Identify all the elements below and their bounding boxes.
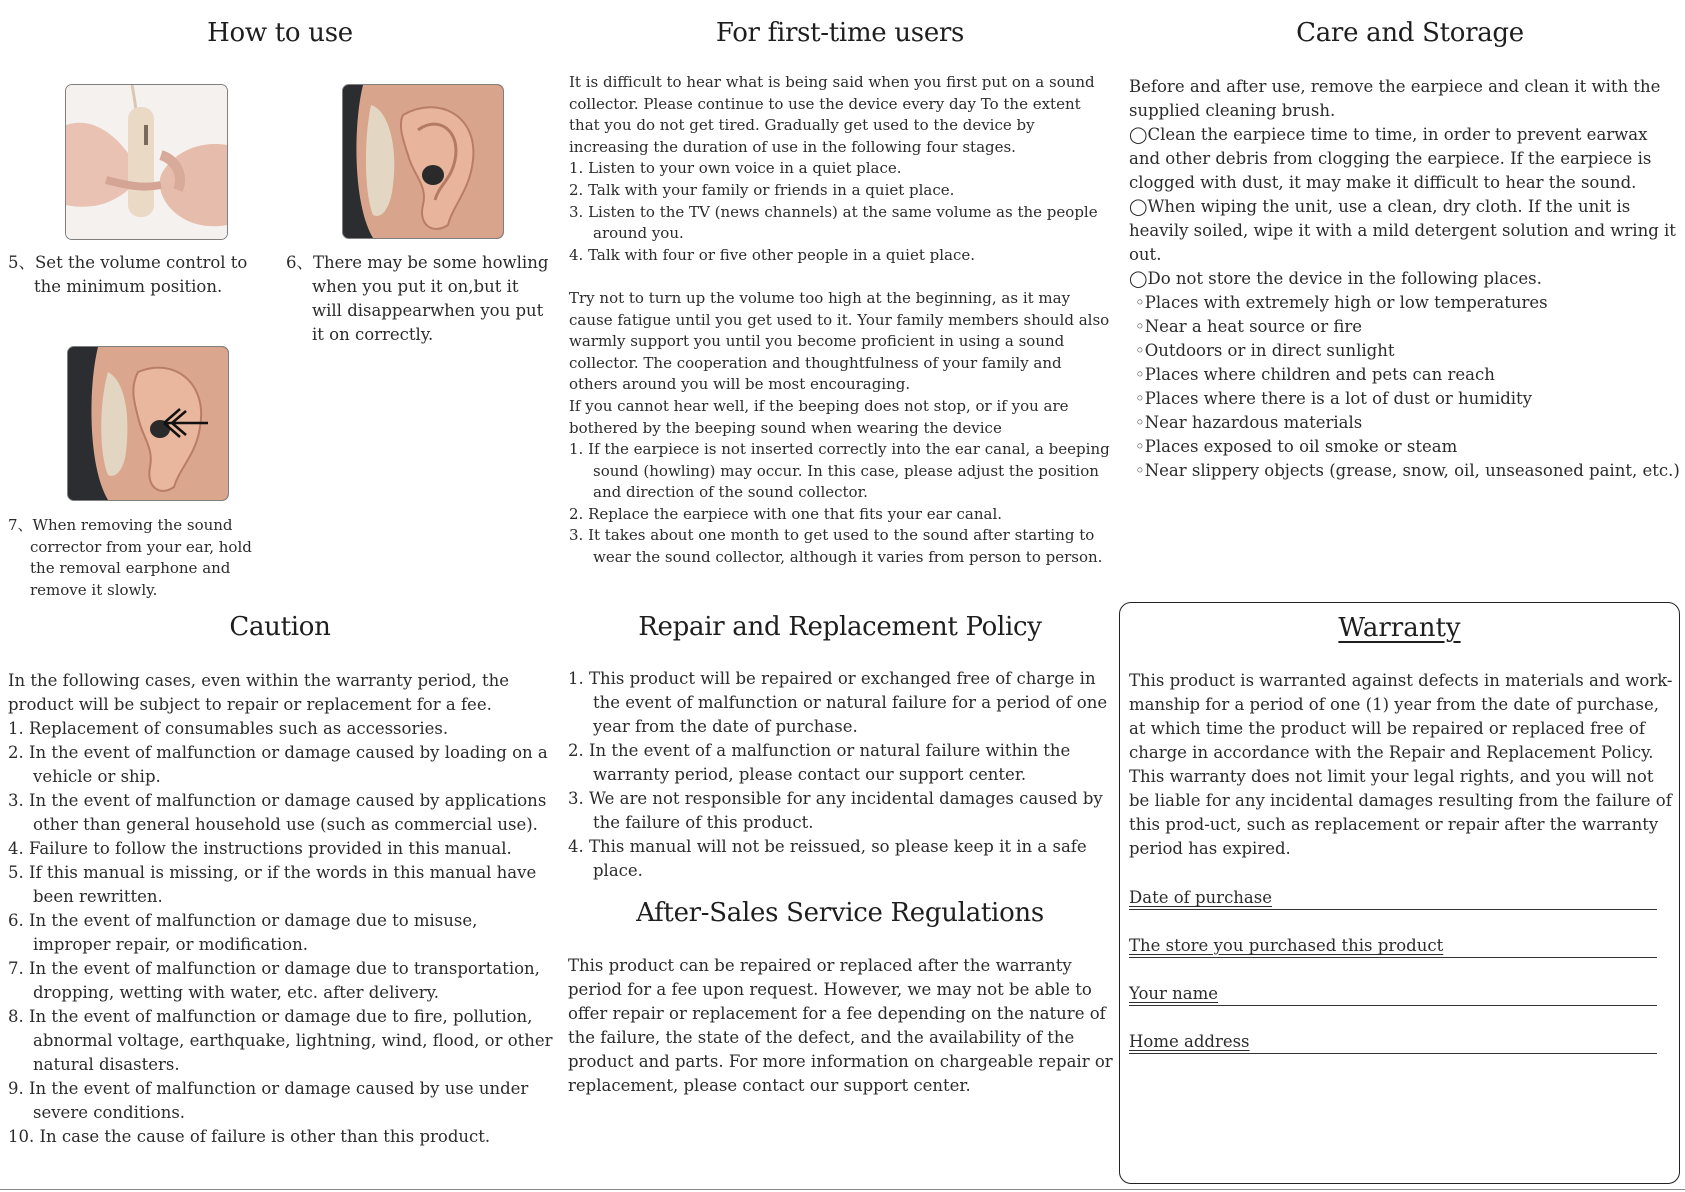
caution-intro: In the following cases, even within the warranty period, the product will be subject to repair or replacement for a fee. (8, 671, 509, 714)
caution-list (8, 717, 556, 1149)
list-item: ◦Near hazardous materials (1135, 413, 1363, 432)
list-item: ◦Places exposed to oil smoke or steam (1135, 437, 1458, 456)
warranty-card (1119, 602, 1680, 1184)
care-intro: Before and after use, remove the earpiece and clean it with the supplied cleaning brush. (1129, 77, 1661, 120)
list-item: ◦Near a heat source or fire (1135, 317, 1362, 336)
list-item: 7. In the event of malfunction or damage due to transportation, dropping, wetting with water, etc. after delivery. (8, 959, 540, 1002)
hand-adjusting-device-image (66, 85, 227, 239)
care-clean-earpiece: ◯Clean the earpiece time to time, in order to prevent earwax and other debris from clogging the earpiece. If the earpiece is clogged with dust, it may make it difficult to hear the sound. (1129, 125, 1652, 192)
first-time-users-title: For first-time users (715, 18, 965, 48)
list-item: 8. In the event of malfunction or damage due to fire, pollution, abnormal voltage, earthquake, lightning, wind, flood, or other natural disasters. (8, 1007, 553, 1074)
list-item: 10. In case the cause of failure is other than this product. (8, 1127, 491, 1146)
list-item: 1. Listen to your own voice in a quiet place. (569, 159, 902, 178)
care-wipe-unit: ◯When wiping the unit, use a clean, dry cloth. If the unit is heavily soiled, wipe it with a mild detergent solution and wring it out. (1129, 197, 1676, 264)
photo-remove-device (67, 346, 229, 501)
step-7-text: When removing the sound corrector from your ear, hold the removal earphone and remove it slowly. (30, 516, 252, 599)
list-item: ◦Outdoors or in direct sunlight (1135, 341, 1395, 360)
caption-step-7 (8, 515, 278, 601)
caution-title: Caution (229, 612, 331, 642)
step-6-number: 6、 (286, 253, 313, 272)
list-item: ◦Places where children and pets can reach (1135, 365, 1495, 384)
ear-with-device-image (343, 85, 503, 238)
repair-policy-list (568, 667, 1113, 883)
care-storage-warning: ◯Do not store the device in the following places. (1129, 269, 1542, 288)
list-item: 9. In the event of malfunction or damage caused by use under severe conditions. (8, 1079, 529, 1122)
list-item: 4. Talk with four or five other people in a quiet place. (569, 245, 976, 264)
first-time-users-body (569, 72, 1114, 569)
list-item: 2. In the event of malfunction or damage caused by loading on a vehicle or ship. (8, 743, 548, 786)
warranty-body: This product is warranted against defects in materials and work-manship for a period of one (1) year from the date of purchase, at which time the product will be repaired or replaced free of charge in accordance with the Repair and Replacement Policy. This warranty does not limit your legal rights, and you will not be liable for any incidental damages resulting from the failure of this prod-uct, such as replacement or repair after the warranty period has expired. (1129, 671, 1673, 858)
warranty-title: Warranty (1338, 613, 1461, 643)
bottom-rule (0, 1189, 1685, 1190)
your-name-field[interactable]: Your name (1129, 983, 1657, 1006)
list-item: 6. In the event of malfunction or damage due to misuse, improper repair, or modification. (8, 911, 478, 954)
volume-advice: Try not to turn up the volume too high at the beginning, as it may cause fatigue until you get used to it. Your family members should also warmly support you until you become proficient in using a sound collector. The cooperation and thoughtfulness of your family and others around you will be most encouraging. (569, 288, 1110, 394)
caption-step-5 (8, 251, 258, 299)
care-storage-body (1129, 75, 1681, 483)
list-item: ◦Near slippery objects (grease, snow, oil, unseasoned paint, etc.) (1135, 461, 1680, 480)
after-sales-text: This product can be repaired or replaced after the warranty period for a fee upon request. However, we may not be able to offer repair or replacement for a fee depending on the nature of the failure, the state of the defect, and the availability of the product and parts. For more information on chargeable repair or replacement, please contact our support center. (568, 956, 1113, 1095)
step-5-number: 5、 (8, 253, 35, 272)
step-7-number: 7、 (8, 516, 33, 534)
list-item: 3. Listen to the TV (news channels) at the same volume as the people around you. (569, 202, 1098, 243)
list-item: 1. Replacement of consumables such as accessories. (8, 719, 449, 738)
list-item: 5. If this manual is missing, or if the words in this manual have been rewritten. (8, 863, 537, 906)
after-sales-title: After-Sales Service Regulations (636, 898, 1044, 928)
usage-stages-list (569, 158, 1114, 266)
caption-step-6 (286, 251, 551, 347)
store-purchased-field[interactable]: The store you purchased this product (1129, 935, 1657, 958)
beeping-intro: If you cannot hear well, if the beeping does not stop, or if you are bothered by the beeping sound when wearing the device (569, 396, 1069, 437)
list-item: 4. Failure to follow the instructions provided in this manual. (8, 839, 512, 858)
list-item: 1. If the earpiece is not inserted correctly into the ear canal, a beeping sound (howling) may occur. In this case, please adjust the position and direction of the sound collector. (569, 440, 1110, 502)
caution-body (8, 669, 556, 1149)
ear-removal-arrow-image (68, 347, 228, 500)
repair-policy-title: Repair and Replacement Policy (638, 612, 1042, 642)
first-time-intro: It is difficult to hear what is being said when you first put on a sound collector. Please continue to use the device every day To the extent that you do not get tired. Gradually get used to the device by increasing the duration of use in the following four stages. (569, 73, 1095, 156)
care-storage-title: Care and Storage (1296, 18, 1524, 48)
step-5-text: Set the volume control to the minimum position. (34, 253, 248, 296)
after-sales-body (568, 954, 1113, 1098)
list-item: 3. In the event of malfunction or damage caused by applications other than general household use (such as commercial use). (8, 791, 547, 834)
list-item: 4. This manual will not be reissued, so please keep it in a safe place. (568, 837, 1087, 880)
beeping-tips-list (569, 439, 1114, 569)
photo-adjust-volume (65, 84, 228, 240)
list-item: ◦Places with extremely high or low temperatures (1135, 293, 1548, 312)
date-of-purchase-field[interactable]: Date of purchase (1129, 887, 1657, 910)
list-item: 3. It takes about one month to get used to the sound after starting to wear the sound collector, although it varies from person to person. (569, 526, 1103, 567)
list-item: ◦Places where there is a lot of dust or humidity (1135, 389, 1533, 408)
list-item: 3. We are not responsible for any incidental damages caused by the failure of this product. (568, 789, 1103, 832)
repair-policy-body (568, 667, 1113, 883)
how-to-use-title: How to use (207, 18, 353, 48)
step-6-text: There may be some howling when you put it on,but it will disappearwhen you put it on correctly. (312, 253, 549, 344)
list-item: 2. In the event of a malfunction or natural failure within the warranty period, please contact our support center. (568, 741, 1071, 784)
list-item: 2. Replace the earpiece with one that fits your ear canal. (569, 504, 1003, 523)
photo-ear-wearing (342, 84, 504, 239)
home-address-field[interactable]: Home address (1129, 1031, 1657, 1054)
storage-places-list (1129, 291, 1681, 483)
list-item: 1. This product will be repaired or exchanged free of charge in the event of malfunction or natural failure for a period of one year from the date of purchase. (568, 669, 1108, 736)
list-item: 2. Talk with your family or friends in a quiet place. (569, 180, 955, 199)
